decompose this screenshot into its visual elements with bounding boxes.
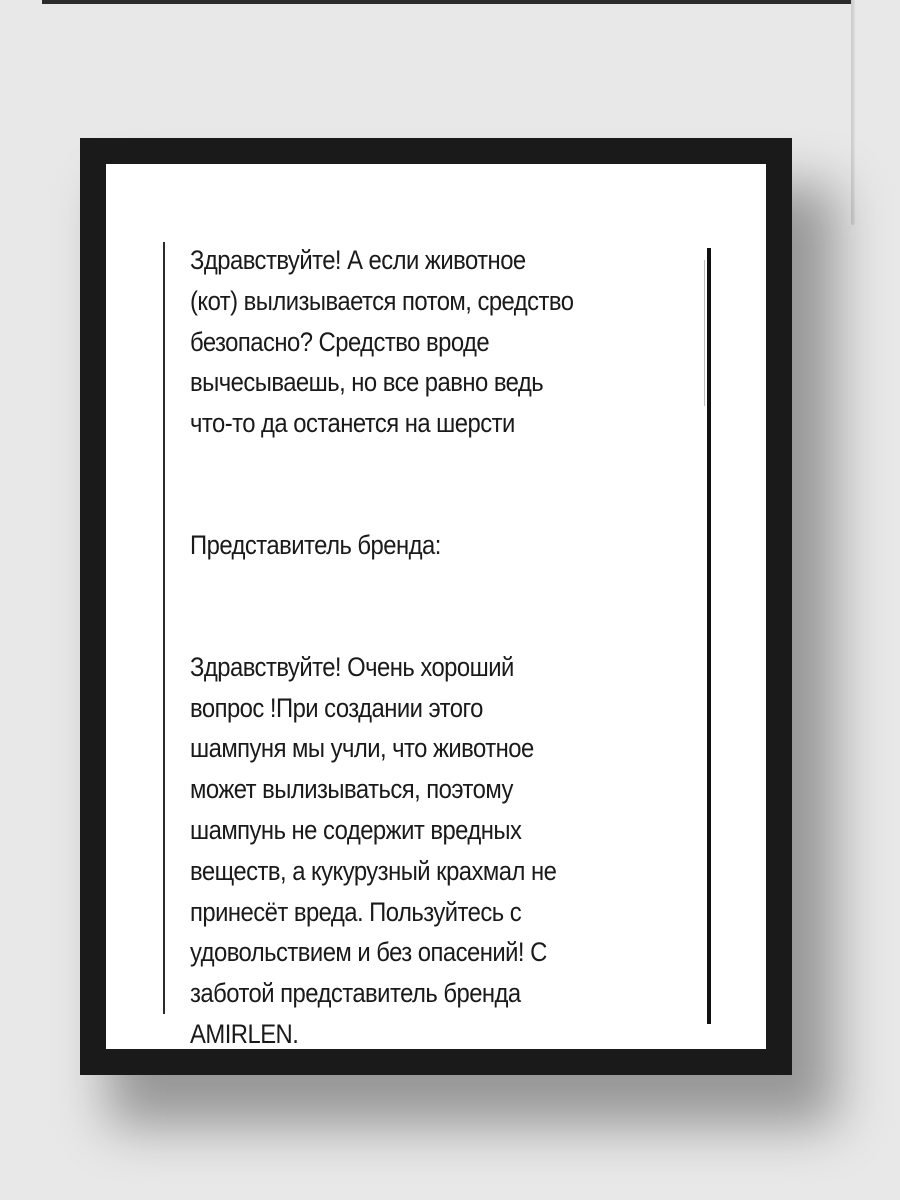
picture-frame xyxy=(80,138,792,1075)
text-viewport xyxy=(106,164,766,1049)
review-text-block xyxy=(190,240,694,1055)
frame-mat xyxy=(106,164,766,1049)
responder-label: Представитель бренда: xyxy=(190,529,441,560)
customer-question: Здравствуйте! А если животное (кот) вылизывается потом, средство безопасно? Средство вроде вычесываешь, но все равно ведь что-то да останется на шерсти xyxy=(190,245,574,439)
scroll-indicator xyxy=(851,0,855,225)
top-edge-bar xyxy=(42,0,852,4)
brand-answer: Здравствуйте! Очень хороший вопрос !При создании этого шампуня мы учли, что животное может вылизываться, поэтому шампунь не содержит вредных веществ, а кукурузный крахмал не принесёт вреда. Пользуйтесь с удовольствием и без опасений! С заботой представитель бренда AMIRLEN. xyxy=(190,651,557,1049)
